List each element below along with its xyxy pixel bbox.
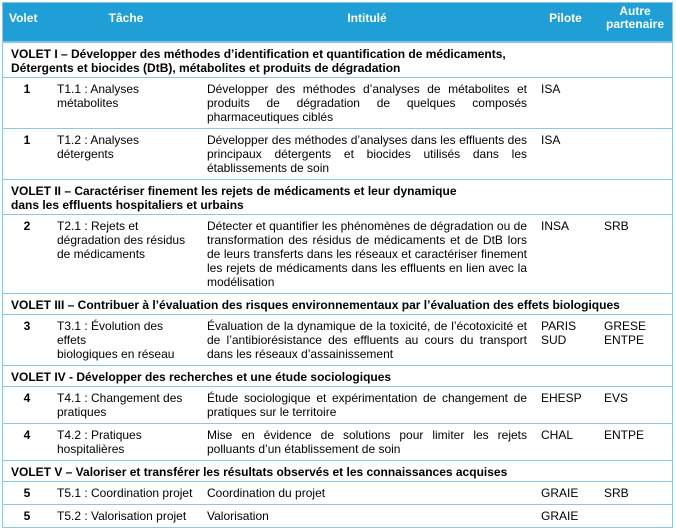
cell-intitule: Détecter et quantifier les phénomènes de dégradation ou de transformation des résidus de médicaments et de DtB lors de leurs transferts dans les réseaux et caractériser finement les rejets de médicaments dans les effluents en lien avec la modélisation — [201, 215, 533, 294]
cell-volet: 5 — [23, 509, 31, 523]
header-pilote: Pilote — [533, 3, 598, 42]
cell-tache — [51, 482, 201, 505]
section-title-line: dans les effluents hospitaliers et urbains — [11, 198, 244, 212]
header-tache: Tâche — [51, 3, 201, 42]
section-row — [3, 294, 672, 315]
cell-partenaire: SRB — [598, 215, 672, 294]
cell-partenaire: SRB — [598, 482, 672, 505]
cell-tache-line: détergents — [57, 147, 114, 161]
section-row — [3, 366, 672, 387]
header-partenaire-line2: partenaire — [605, 17, 665, 31]
table-header — [3, 3, 672, 42]
cell-tache — [51, 215, 201, 294]
section-row — [3, 42, 672, 78]
cell-pilote: ISA — [533, 129, 598, 180]
tasks-table — [3, 3, 672, 527]
cell-volet: 2 — [3, 215, 51, 294]
cell-pilote: PARIS SUD — [533, 315, 598, 366]
cell-volet: 3 — [3, 315, 51, 366]
cell-intitule: Coordination du projet — [201, 482, 533, 505]
section-title-line: VOLET I – Développer des méthodes d’identification et quantification de médicaments, — [11, 47, 506, 61]
section-title — [3, 180, 672, 215]
table-row — [3, 482, 672, 505]
section-row — [3, 180, 672, 215]
cell-partenaire: ENTPE — [598, 424, 672, 461]
cell-tache-line: T2.1 : Rejets et — [57, 219, 139, 233]
cell-intitule: Valorisation — [207, 509, 269, 523]
section-title-line: VOLET V – Valoriser et transférer les résultats observés et les connaissances acquises — [11, 465, 508, 479]
cell-volet: 4 — [3, 387, 51, 424]
cell-intitule: Mise en évidence de solutions pour limiter les rejets polluants d’un établissement de soin — [201, 424, 533, 461]
cell-tache-line: T3.1 : Évolution des effets — [57, 319, 164, 347]
cell-tache-line: T4.1 : Changement des — [57, 391, 183, 405]
cell-intitule: Étude sociologique et expérimentation de changement de pratiques sur le territoire — [201, 387, 533, 424]
section-title — [3, 42, 672, 78]
section-title-line: VOLET II – Caractériser finement les rejets de médicaments et leur dynamique — [11, 184, 457, 198]
table-row — [3, 387, 672, 424]
cell-tache-line: de médicaments — [57, 247, 146, 261]
cell-partenaire — [598, 78, 672, 129]
cell-partenaire — [598, 505, 672, 528]
section-title-line: VOLET IV - Développer des recherches et une étude sociologiques — [11, 370, 392, 384]
header-partenaire — [598, 3, 672, 42]
cell-tache-line: pratiques — [57, 405, 107, 419]
cell-pilote: ISA — [533, 78, 598, 129]
cell-partenaire: EVS — [598, 387, 672, 424]
cell-tache-line: T1.1 : Analyses — [57, 82, 140, 96]
table-row — [3, 215, 672, 294]
section-title — [3, 294, 672, 315]
cell-intitule: Évaluation de la dynamique de la toxicité, de l’écotoxicité et de l’antibiorésistance des effluents au cours du transport dans les réseaux d’assainissement — [201, 315, 533, 366]
section-row — [3, 461, 672, 482]
table-row — [3, 315, 672, 366]
cell-tache-line: T5.2 : Valorisation projet — [57, 509, 187, 523]
table-row — [3, 78, 672, 129]
cell-tache-line: dégradation des résidus — [57, 233, 186, 247]
cell-tache-line: T1.2 : Analyses — [57, 133, 140, 147]
cell-tache-line: T4.2 : Pratiques — [57, 428, 142, 442]
cell-tache-line: biologiques en réseau — [57, 347, 175, 361]
section-title — [3, 366, 672, 387]
section-title — [3, 461, 672, 482]
cell-tache — [51, 424, 201, 461]
cell-volet: 1 — [3, 78, 51, 129]
cell-intitule: Développer des méthodes d’analyses de métabolites et produits de dégradation de quelques composés pharmaceutiques ciblés — [201, 78, 533, 129]
table-row — [3, 505, 672, 528]
cell-tache-line: hospitalières — [57, 442, 125, 456]
header-intitule: Intitulé — [201, 3, 533, 42]
cell-pilote: GRAIE — [541, 509, 579, 523]
cell-volet: 1 — [3, 129, 51, 180]
section-title-line: VOLET III – Contribuer à l’évaluation des risques environnementaux par l’évaluation des effets biologiques — [11, 298, 620, 312]
cell-pilote: GRAIE — [533, 482, 598, 505]
cell-tache-line: métabolites — [57, 96, 119, 110]
cell-tache — [51, 315, 201, 366]
cell-tache — [51, 387, 201, 424]
table-row — [3, 424, 672, 461]
table-body — [3, 42, 672, 527]
cell-partenaire — [598, 129, 672, 180]
header-partenaire-line1: Autre — [619, 4, 651, 18]
cell-pilote: EHESP — [533, 387, 598, 424]
section-title-line: Détergents et biocides (DtB), métabolites et produits de dégradation — [11, 61, 401, 75]
header-volet: Volet — [3, 3, 51, 42]
cell-volet: 4 — [3, 424, 51, 461]
cell-tache-line: T5.1 : Coordination projet — [57, 486, 193, 500]
cell-intitule: Développer des méthodes d’analyses dans les effluents des principaux détergents et biocides utilisés dans les établissements de soin — [201, 129, 533, 180]
cell-pilote: CHAL — [533, 424, 598, 461]
cell-tache — [51, 78, 201, 129]
cell-pilote: INSA — [533, 215, 598, 294]
cell-tache — [51, 505, 201, 528]
cell-volet: 5 — [3, 482, 51, 505]
table-row — [3, 129, 672, 180]
cell-tache — [51, 129, 201, 180]
cell-partenaire: GRESE ENTPE — [598, 315, 672, 366]
